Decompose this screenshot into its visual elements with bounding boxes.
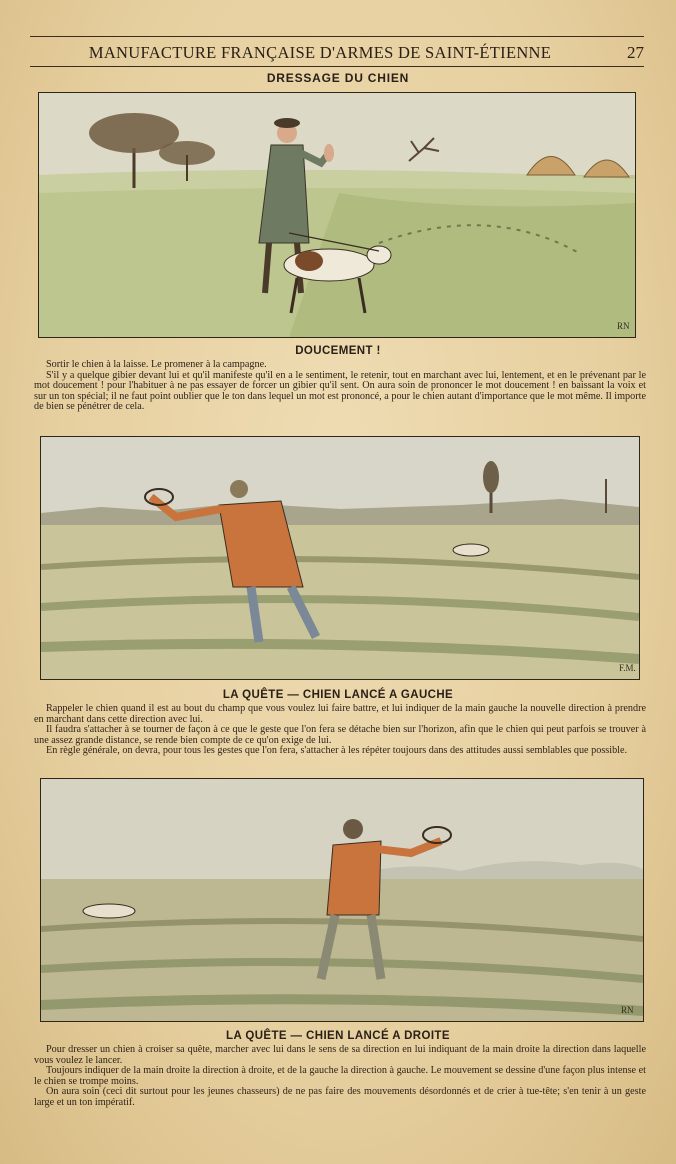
page-number: 27 <box>627 43 644 62</box>
paragraph: Sortir le chien à la laisse. Le promener à la campagne. <box>46 359 267 370</box>
text-quete-gauche <box>34 704 646 757</box>
illustration-quete-gauche <box>40 436 640 680</box>
caption-doucement: DOUCEMENT ! <box>295 345 381 357</box>
paragraph: Rappeler le chien quand il est au bout du champ que vous voulez lui faire battre, et lui indiquer de la main gauche la nouvelle direction à prendre en marchant dans cette direction avec lui. <box>34 703 646 725</box>
section-title: DRESSAGE DU CHIEN <box>266 71 410 85</box>
paragraph: On aura soin (ceci dit surtout pour les jeunes chasseurs) de ne pas faire des mouvements désordonnés et de crier à tue-tête; s'en tenir à un geste large et un ton impératif. <box>34 1086 646 1108</box>
illustration-signature: RN <box>621 1005 634 1015</box>
caption-quete-gauche: LA QUÊTE — CHIEN LANCÉ A GAUCHE <box>222 689 454 701</box>
illustration-doucement <box>38 92 636 338</box>
illustration-quete-droite <box>40 778 644 1022</box>
paragraph: Toujours indiquer de la main droite la direction à droite, et de la gauche la direction à gauche. Le mouvement se dessine d'une façon plus intense et le chien se trompe moins. <box>34 1065 646 1087</box>
header-bottom-rule <box>30 66 644 67</box>
text-doucement <box>34 360 646 413</box>
paragraph: En règle générale, on devra, pour tous les gestes que l'on fera, s'attacher à les répéter toujours dans des attitudes aussi semblables que possible. <box>46 745 628 757</box>
illustration-signature: RN <box>617 321 630 331</box>
text-quete-droite <box>34 1045 646 1109</box>
paragraph: Pour dresser un chien à croiser sa quête, marcher avec lui dans le sens de sa direction en lui indiquant de la main droite la direction dans laquelle vous voulez le lancer. <box>34 1044 646 1066</box>
paragraph: S'il y a quelque gibier devant lui et qu'il manifeste qu'il en a le sentiment, le retenir, tout en marchant avec lui, lentement, et en le prévenant par le mot doucement ! pour l'habituer à ne pas essayer de forcer un gibier qu'il sent. On aura soin de prononcer le mot doucement ! en baissant la voix et sur un ton spécial; il ne faut point oublier que le ton dans lequel un mot est prononcé, a pour le chien autant d'importance que le mot même. Il importe de bien se pénétrer de cela. <box>34 369 646 413</box>
header-top-rule <box>30 36 644 37</box>
caption-quete-droite: LA QUÊTE — CHIEN LANCÉ A DROITE <box>226 1030 450 1042</box>
paragraph: Il faudra s'attacher à se tourner de façon à ce que le geste que l'on fera se détache bien sur l'horizon, afin que le chien qui peut parfois se trouver à une assez grande distance, se rende bien compte de ce qu'on exige de lui. <box>34 724 646 746</box>
header-title: MANUFACTURE FRANÇAISE D'ARMES DE SAINT-ÉTIENNE <box>88 43 552 62</box>
illustration-signature: F.M. <box>619 663 636 673</box>
